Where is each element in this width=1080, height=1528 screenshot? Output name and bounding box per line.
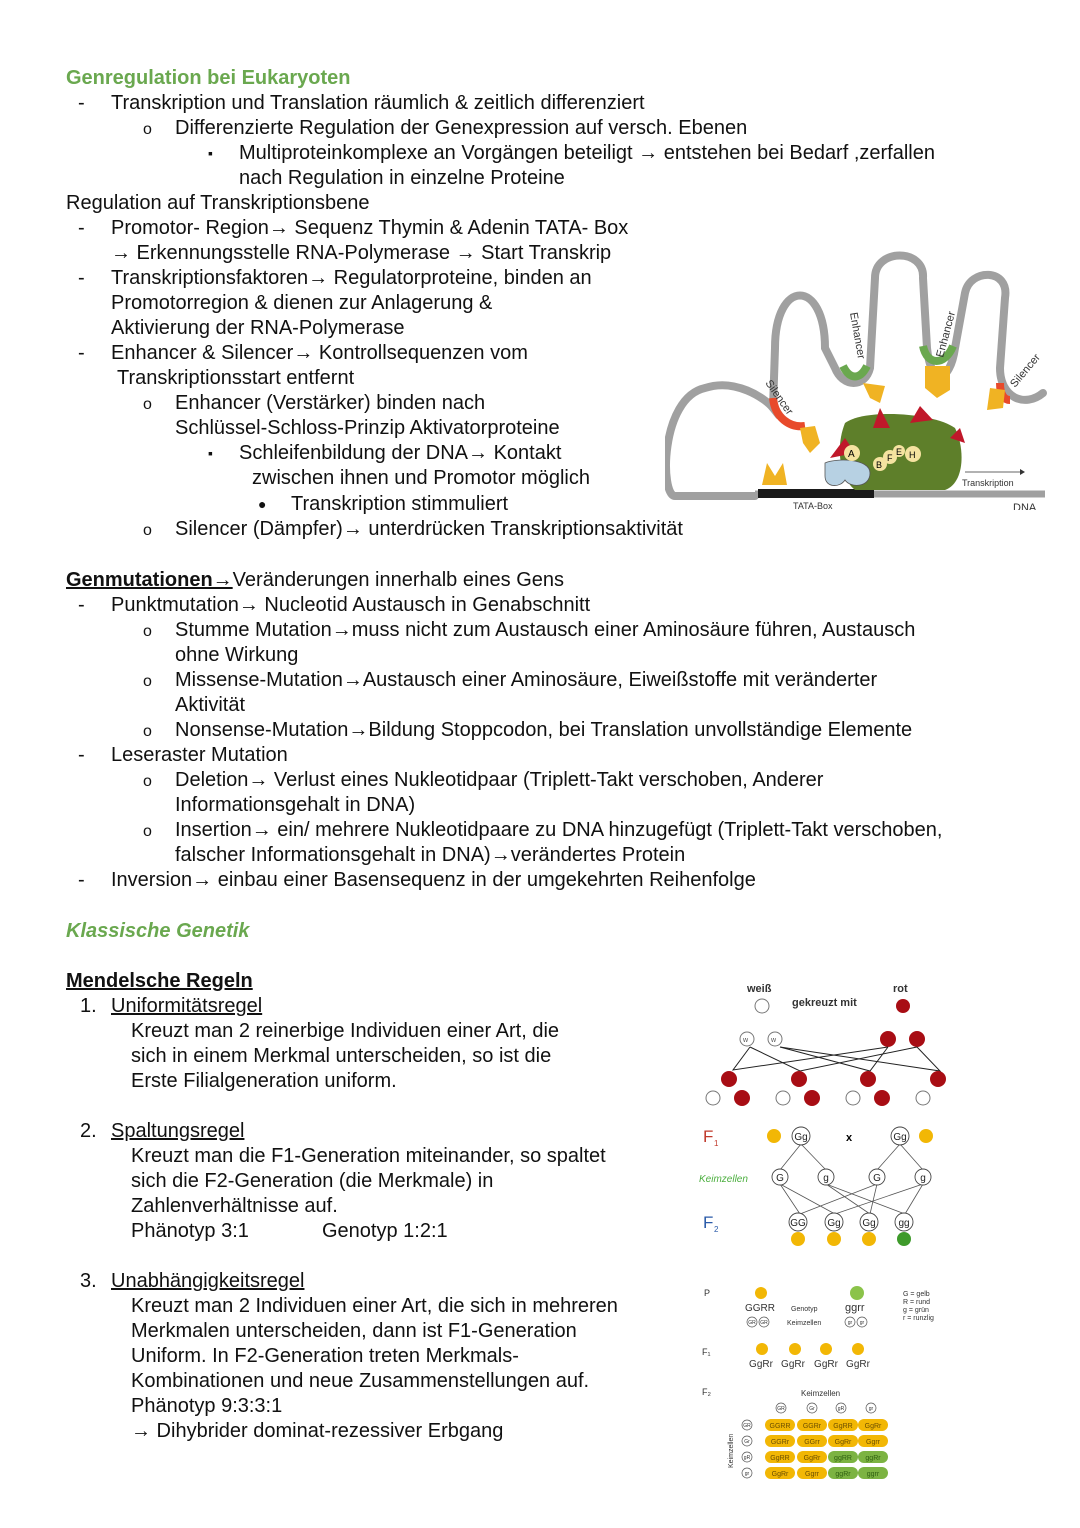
svg-text:ggrr: ggrr [866, 1471, 880, 1478]
label-silencer-1: Silencer [762, 377, 796, 418]
circle-bullet: o [143, 396, 152, 413]
svg-text:GgRr: GgRr [749, 1359, 773, 1370]
text-line: Leseraster Mutation [111, 744, 288, 766]
svg-text:G: G [776, 1173, 784, 1184]
text-line: falscher Informationsgehalt in DNA)→verändertes Protein [175, 844, 686, 866]
circle-bullet: o [143, 673, 152, 690]
text-line: Differenzierte Regulation der Genexpression auf versch. Ebenen [175, 117, 748, 139]
svg-text:GgRr: GgRr [846, 1359, 870, 1370]
svg-text:GR: GR [777, 1406, 785, 1412]
dna-loop-diagram [665, 248, 1050, 510]
dash-bullet: - [78, 342, 85, 364]
dash-bullet: - [78, 744, 85, 766]
dihybrid-cross-diagram [695, 1283, 955, 1488]
svg-text:G: G [873, 1173, 881, 1184]
svg-text:2: 2 [714, 1225, 719, 1234]
text-line: → Dihybrider dominat-rezessiver Erbgang [131, 1420, 504, 1442]
text-line: Stumme Mutation→muss nicht zum Austausch einer Aminosäure führen, Austausch [175, 619, 916, 641]
svg-text:Keimzellen: Keimzellen [728, 1433, 735, 1468]
circle-bullet: o [143, 723, 152, 740]
section-title-genregulation: Genregulation bei Eukaryoten [66, 67, 351, 89]
svg-text:GGRR: GGRR [745, 1303, 775, 1314]
svg-text:x: x [846, 1132, 853, 1144]
text-line: Kreuzt man die F1-Generation miteinander, so spaltet [131, 1145, 606, 1167]
rule-name: Unabhängigkeitsregel [111, 1270, 305, 1292]
svg-text:1: 1 [714, 1139, 719, 1148]
round-bullet: ● [258, 496, 267, 512]
svg-text:GgRr: GgRr [814, 1359, 838, 1370]
svg-text:ggRR: ggRR [834, 1455, 852, 1462]
svg-text:Ggrr: Ggrr [805, 1471, 819, 1478]
svg-text:ggRr: ggRr [865, 1455, 881, 1462]
svg-text:g: g [920, 1173, 926, 1184]
svg-text:weiß: weiß [747, 983, 772, 995]
section-title-genmutationen: Genmutationen→Veränderungen innerhalb eines Gens [66, 569, 565, 591]
svg-text:R = rund: R = rund [903, 1299, 931, 1306]
text-line: Silencer (Dämpfer)→ unterdrücken Transkriptionsaktivität [175, 518, 683, 540]
text-line: Zahlenverhältnisse auf. [131, 1195, 338, 1217]
text-line: zwischen ihnen und Promotor möglich [252, 467, 590, 489]
text-line: Schlüssel-Schloss-Prinzip Aktivatorproteine [175, 417, 560, 439]
svg-text:GgRr: GgRr [803, 1455, 821, 1462]
svg-text:F₂: F₂ [702, 1387, 711, 1397]
circle-bullet: o [143, 522, 152, 539]
svg-text:Gg: Gg [893, 1132, 907, 1143]
text-line: Transkriptionsstart entfernt [117, 367, 355, 389]
svg-text:Gg: Gg [794, 1132, 808, 1143]
text-line: Multiproteinkomplexe an Vorgängen beteiligt → entstehen bei Bedarf ,zerfallen [239, 142, 935, 164]
svg-text:GGrr: GGrr [804, 1439, 820, 1446]
svg-text:GR: GR [743, 1423, 751, 1429]
svg-text:Keimzellen: Keimzellen [801, 1389, 841, 1398]
text-line: sich die F2-Generation (die Merkmale) in [131, 1170, 494, 1192]
svg-text:GG: GG [790, 1218, 806, 1229]
svg-text:H: H [909, 450, 916, 460]
svg-text:GgRr: GgRr [834, 1439, 852, 1446]
subsection-title: Regulation auf Transkriptionsbene [66, 192, 370, 214]
text-line: Kreuzt man 2 reinerbige Individuen einer Art, die [131, 1020, 560, 1042]
rule-name: Uniformitätsregel [111, 995, 263, 1017]
svg-text:F: F [703, 1213, 714, 1232]
subsection-title-mendel: Mendelsche Regeln [66, 970, 253, 992]
svg-text:ggrr: ggrr [845, 1302, 865, 1314]
rule-number: 1. [80, 995, 97, 1017]
section-title-klassische-genetik: Klassische Genetik [66, 920, 250, 942]
svg-text:Gr: Gr [809, 1406, 815, 1412]
text-line: Phänotyp 9:3:3:1 [131, 1395, 283, 1417]
svg-text:Ggrr: Ggrr [866, 1439, 880, 1446]
segregation-cross-diagram [695, 1118, 950, 1253]
dash-bullet: - [78, 217, 85, 239]
svg-text:Keimzellen: Keimzellen [787, 1320, 822, 1327]
dash-bullet: - [78, 594, 85, 616]
circle-bullet: o [143, 823, 152, 840]
text-line: Informationsgehalt in DNA) [175, 794, 416, 816]
dash-bullet: - [78, 267, 85, 289]
uniformity-cross-diagram [695, 978, 950, 1108]
svg-text:gr: gr [859, 1320, 865, 1326]
text-line: Insertion→ ein/ mehrere Nukleotidpaare zu DNA hinzugefügt (Triplett-Takt verschoben, [175, 819, 943, 841]
svg-text:GGRr: GGRr [770, 1439, 790, 1446]
svg-text:g: g [823, 1173, 829, 1184]
text-line: Uniform. In F2-Generation treten Merkmals- [131, 1345, 519, 1367]
phenotype-ratio: Phänotyp 3:1 [131, 1220, 249, 1242]
svg-text:Keimzellen: Keimzellen [699, 1174, 748, 1185]
svg-text:gr: gr [847, 1320, 853, 1326]
text-line: Kombinationen und neue Zusammenstellungen auf. [131, 1370, 590, 1392]
svg-text:F: F [887, 453, 893, 463]
svg-text:B: B [876, 460, 883, 470]
square-bullet: ▪ [208, 145, 213, 161]
text-line: Enhancer & Silencer→ Kontrollsequenzen vom [111, 342, 528, 364]
text-line: Inversion→ einbau einer Basensequenz in der umgekehrten Reihenfolge [111, 869, 756, 891]
svg-text:Genotyp: Genotyp [791, 1306, 818, 1313]
svg-text:GGRr: GGRr [802, 1423, 822, 1430]
text-line: nach Regulation in einzelne Proteine [239, 167, 565, 189]
svg-text:F: F [703, 1127, 714, 1146]
text-line: Kreuzt man 2 Individuen einer Art, die sich in mehreren [131, 1295, 618, 1317]
circle-bullet: o [143, 773, 152, 790]
rule-number: 2. [80, 1120, 97, 1142]
svg-text:GR: GR [748, 1320, 756, 1326]
text-line: ohne Wirkung [175, 644, 299, 666]
svg-text:P: P [704, 1288, 711, 1298]
svg-text:g = grün: g = grün [903, 1307, 929, 1314]
svg-text:G = gelb: G = gelb [903, 1291, 930, 1298]
circle-bullet: o [143, 623, 152, 640]
svg-text:GgRR: GgRR [833, 1423, 853, 1430]
text-line: Schleifenbildung der DNA→ Kontakt [239, 442, 562, 464]
svg-text:E: E [896, 447, 903, 457]
text-line: Transkription stimmuliert [291, 493, 509, 515]
text-line: Merkmalen unterscheiden, dann ist F1-Generation [131, 1320, 577, 1342]
svg-text:GgRr: GgRr [771, 1471, 789, 1478]
text-line: Erste Filialgeneration uniform. [131, 1070, 397, 1092]
text-line: Deletion→ Verlust eines Nukleotidpaar (Triplett-Takt verschoben, Anderer [175, 769, 824, 791]
svg-text:A: A [848, 449, 855, 460]
rule-name: Spaltungsregel [111, 1120, 245, 1142]
svg-text:GGRR: GGRR [769, 1423, 791, 1430]
svg-text:GgRr: GgRr [781, 1359, 805, 1370]
genotype-ratio: Genotyp 1:2:1 [322, 1220, 448, 1242]
label-silencer-2: Silencer [1008, 351, 1043, 390]
text-line: Nonsense-Mutation→Bildung Stoppcodon, bei Translation unvollständige Elemente [175, 719, 913, 741]
text-line: Promotorregion & dienen zur Anlagerung & [111, 292, 493, 314]
label-enhancer-2: Enhancer [934, 310, 959, 359]
text-line: Aktivität [175, 694, 246, 716]
svg-text:F₁: F₁ [702, 1347, 711, 1357]
label-tata-box: TATA-Box [793, 501, 833, 510]
svg-text:GgRR: GgRR [770, 1455, 790, 1462]
svg-text:w: w [771, 1037, 777, 1044]
svg-text:GR: GR [760, 1320, 768, 1326]
circle-bullet: o [143, 121, 152, 138]
text-line: Transkription und Translation räumlich & zeitlich differenziert [111, 92, 645, 114]
svg-text:r = runzlig: r = runzlig [903, 1315, 934, 1322]
text-line: Punktmutation→ Nucleotid Austausch in Genabschnitt [111, 594, 591, 616]
label-enhancer-1: Enhancer [847, 311, 868, 360]
svg-text:gR: gR [743, 1455, 751, 1461]
svg-text:Gg: Gg [827, 1218, 841, 1229]
text-line: Promotor- Region→ Sequenz Thymin & Adenin TATA- Box [111, 217, 629, 239]
svg-text:gR: gR [837, 1406, 845, 1412]
svg-text:w: w [743, 1037, 749, 1044]
svg-text:gr: gr [744, 1471, 750, 1477]
svg-text:ggRr: ggRr [835, 1471, 851, 1478]
dash-bullet: - [78, 869, 85, 891]
svg-text:rot: rot [893, 983, 908, 995]
text-line: Aktivierung der RNA-Polymerase [111, 317, 405, 339]
text-line: Transkriptionsfaktoren→ Regulatorproteine, binden an [111, 267, 592, 289]
rule-number: 3. [80, 1270, 97, 1292]
square-bullet: ▪ [208, 445, 213, 461]
svg-text:gr: gr [868, 1406, 874, 1412]
svg-text:Gr: Gr [744, 1439, 750, 1445]
text-line: sich in einem Merkmal unterscheiden, so ist die [131, 1045, 552, 1067]
text-line: → Erkennungsstelle RNA-Polymerase → Start Transkrip [111, 242, 612, 264]
text-line: Missense-Mutation→Austausch einer Aminosäure, Eiweißstoffe mit veränderter [175, 669, 878, 691]
label-dna: DNA [1013, 502, 1037, 510]
svg-text:gg: gg [898, 1218, 910, 1229]
label-transkription: Transkription [962, 478, 1014, 488]
svg-text:Gg: Gg [862, 1218, 876, 1229]
svg-text:GgRr: GgRr [864, 1423, 882, 1430]
svg-text:gekreuzt mit: gekreuzt mit [792, 997, 857, 1009]
text-line: Enhancer (Verstärker) binden nach [175, 392, 486, 414]
dash-bullet: - [78, 92, 85, 114]
